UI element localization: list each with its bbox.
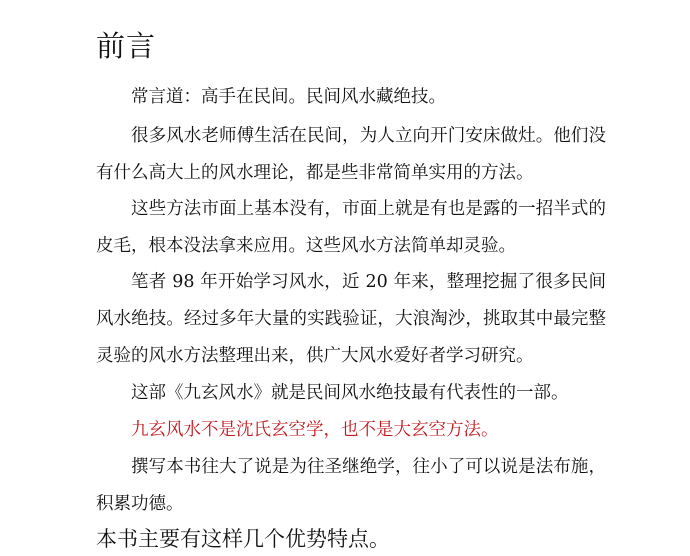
paragraph-6-highlight: 九玄风水不是沈氏玄空学，也不是大玄空方法。 xyxy=(131,420,499,440)
paragraph-5: 这部《九玄风水》就是民间风水绝技最有代表性的一部。 xyxy=(131,383,569,403)
paragraph-1: 常言道：高手在民间。民间风水藏绝技。 xyxy=(131,87,446,107)
paragraph-4: 笔者 98 年开始学习风水，近 20 年来，整理挖掘了很多民间风水绝技。经过多年大量的实践验证，大浪淘沙，挑取其中最完整灵验的风水方法整理出来，供广大风水爱好者学习研究。 xyxy=(96,272,606,366)
paragraph-2: 很多风水老师傅生活在民间，为人立向开门安床做灶。他们没有什么高大上的风水理论，都是些非常简单实用的方法。 xyxy=(96,126,606,183)
paragraph-3: 这些方法市面上基本没有，市面上就是有也是露的一招半式的皮毛，根本没法拿来应用。这些风水方法简单却灵验。 xyxy=(96,199,606,256)
section-subtitle: 本书主要有这样几个优势特点。 xyxy=(96,527,390,551)
page-title: 前言 xyxy=(96,29,157,63)
paragraph-7: 撰写本书往大了说是为往圣继绝学，往小了可以说是法布施，积累功德。 xyxy=(96,457,606,514)
